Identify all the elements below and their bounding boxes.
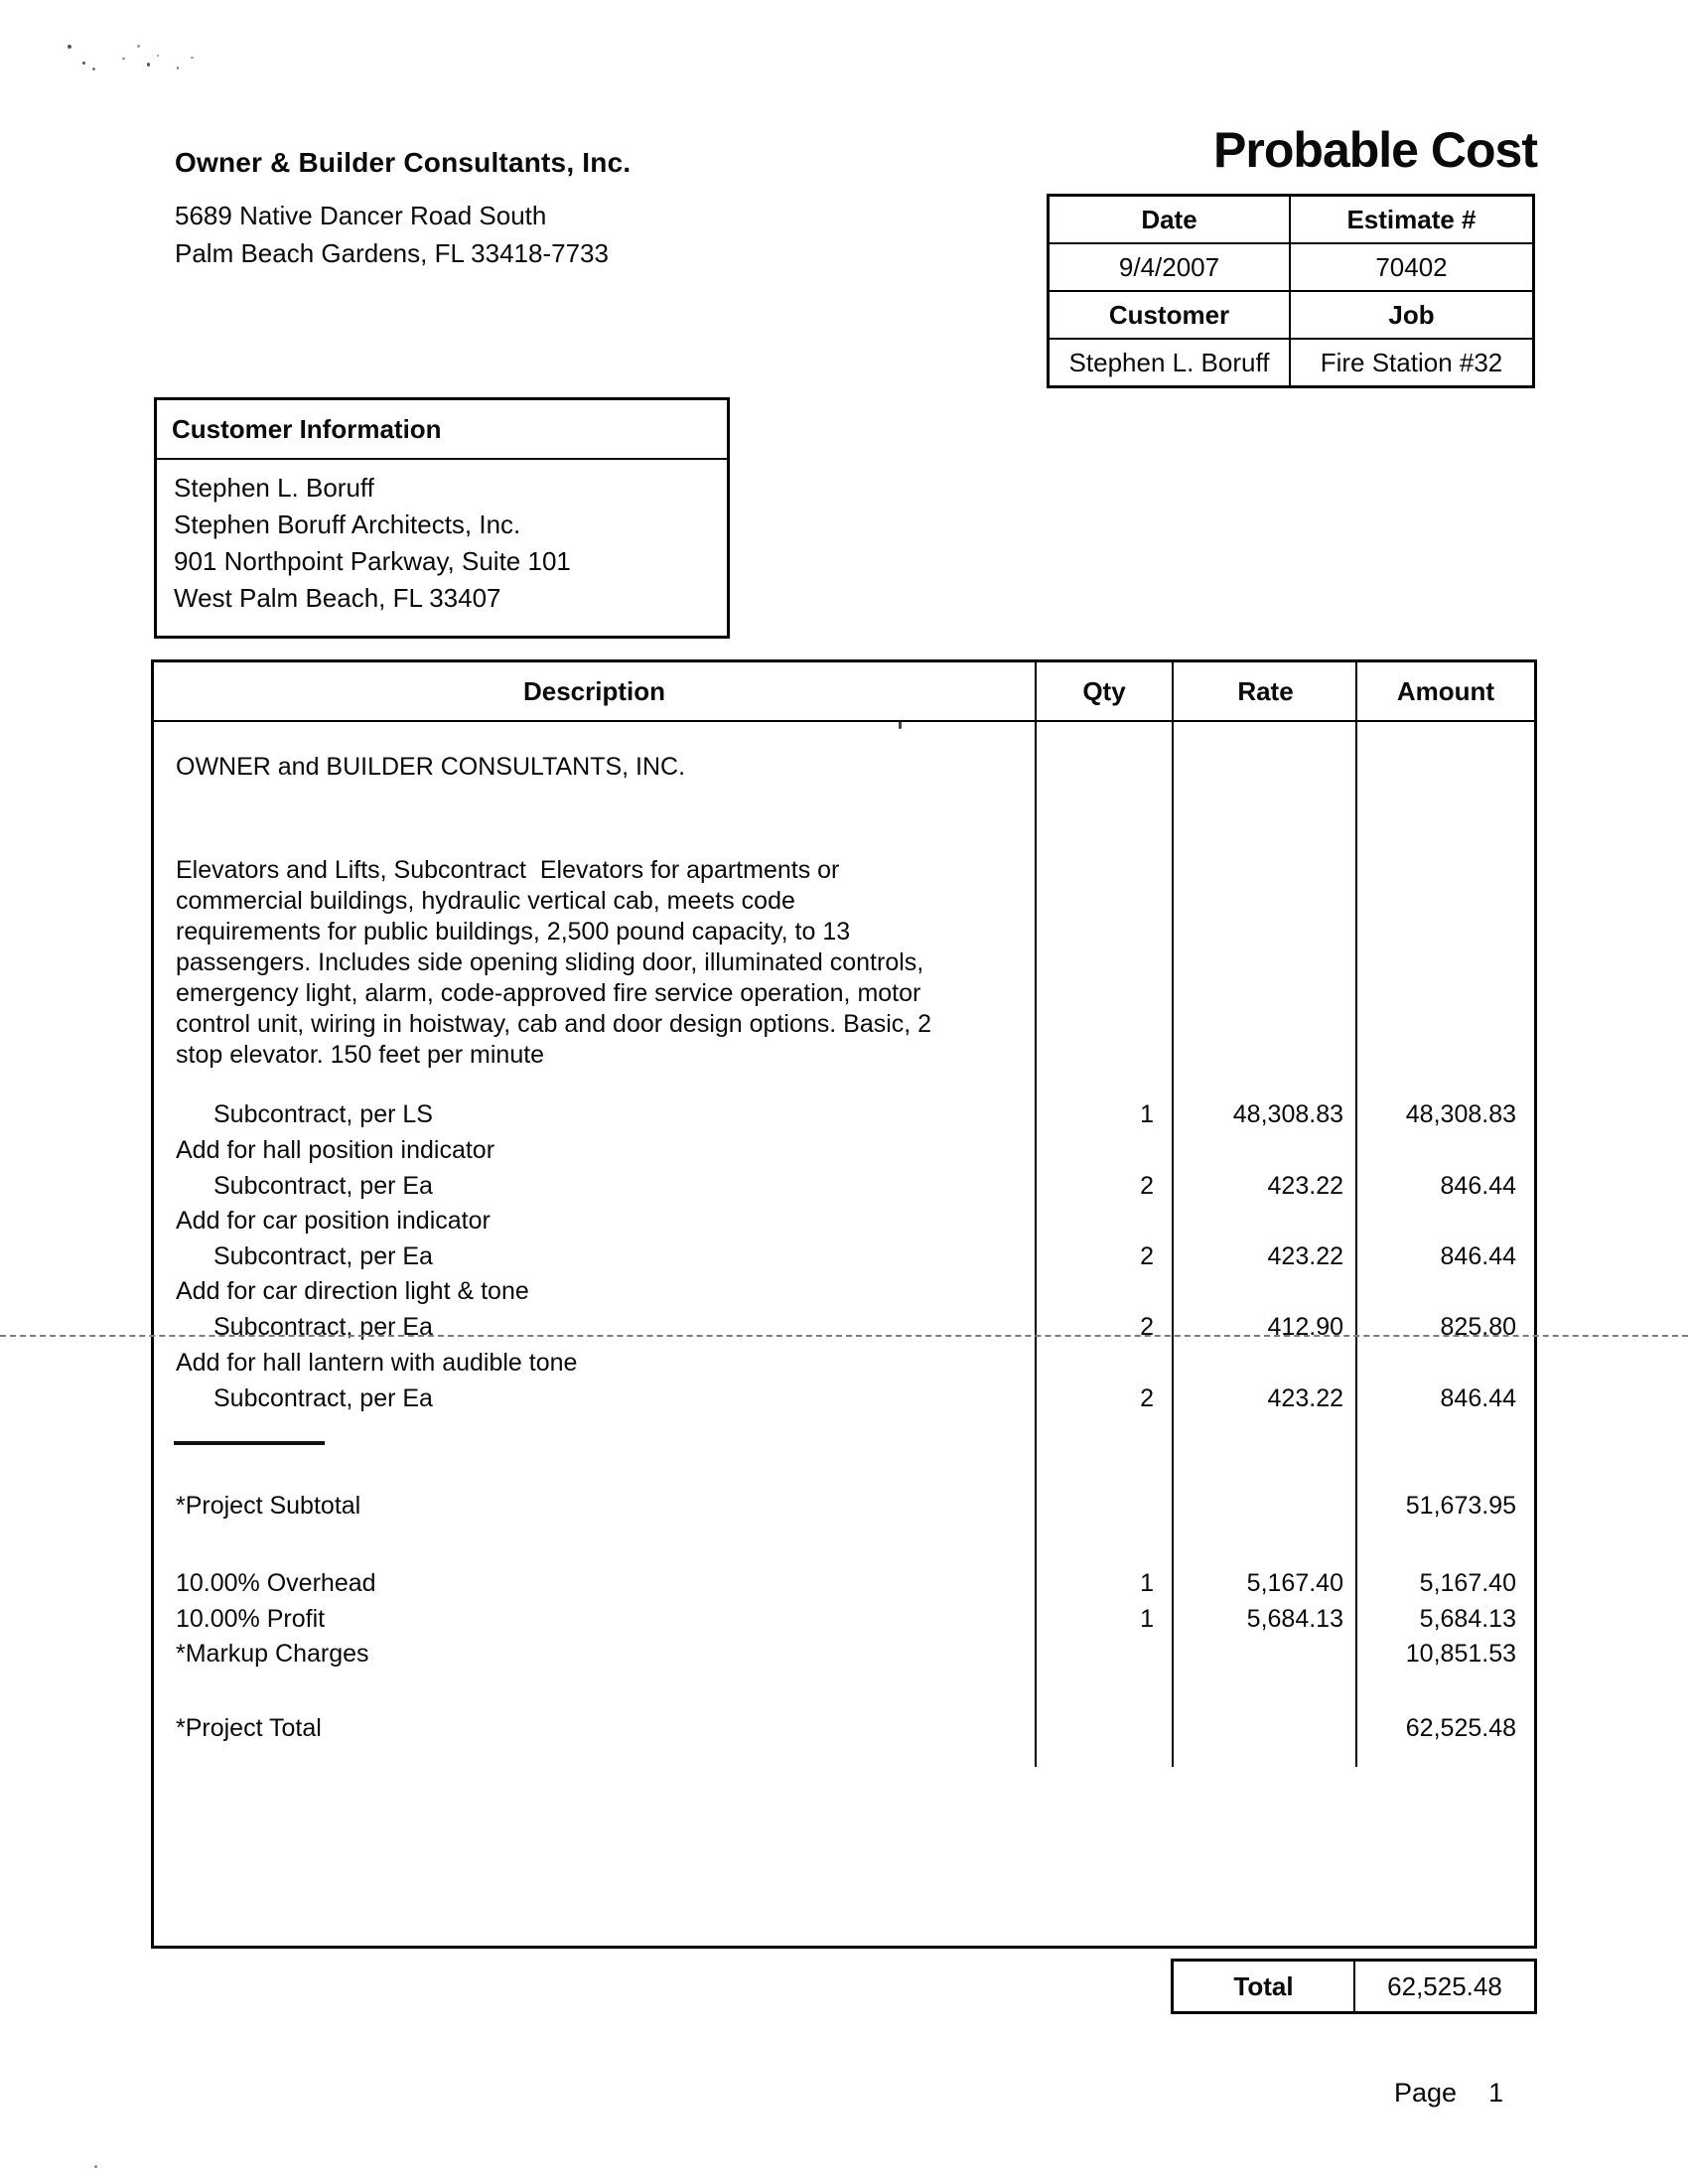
scan-speck [177, 67, 179, 70]
row-amount [1357, 1204, 1534, 1238]
row-amount: 48,308.83 [1405, 1100, 1516, 1128]
scan-speck [68, 45, 71, 49]
scan-speck [147, 63, 150, 67]
customer-information-lines [157, 460, 727, 617]
total-value: 62,525.48 [1387, 1970, 1502, 2001]
row-amount: 825.80 [1440, 1313, 1516, 1341]
customer-header-cell: Customer [1050, 292, 1291, 340]
row-rate: 48,308.83 [1232, 1100, 1343, 1128]
customer-information-box [154, 397, 730, 639]
row-amount: 5,684.13 [1419, 1605, 1516, 1633]
row-rate [1174, 1637, 1357, 1671]
row-rate: 423.22 [1267, 1172, 1343, 1200]
company-address-line2: Palm Beach Gardens, FL 33418-7733 [175, 238, 609, 268]
customer-value-cell: Stephen L. Boruff [1050, 340, 1291, 385]
table-row [154, 1169, 1534, 1203]
row-qty [1035, 1346, 1174, 1380]
table-row [154, 1346, 1534, 1380]
elevator-description-paragraph [176, 855, 931, 1071]
row-amount: 51,673.95 [1405, 1492, 1516, 1520]
row-description: Subcontract, per Ea [213, 1242, 433, 1270]
scan-speck [137, 45, 140, 48]
paragraph-line: passengers. Includes side opening sliding door, illuminated controls, [176, 948, 924, 976]
row-rate: 423.22 [1267, 1242, 1343, 1270]
row-rate [1174, 1489, 1357, 1523]
row-description: Subcontract, per Ea [213, 1384, 433, 1412]
row-amount: 62,525.48 [1405, 1714, 1516, 1742]
table-row [154, 1602, 1534, 1636]
scan-speck [92, 68, 95, 71]
row-description: Subcontract, per Ea [213, 1172, 433, 1200]
row-rate: 412.90 [1267, 1313, 1343, 1341]
page-number: 1 [1488, 2078, 1504, 2108]
paragraph-line: Elevators and Lifts, Subcontract Elevators for apartments or [176, 856, 840, 884]
grand-total-box [1171, 1959, 1537, 2014]
rate-column-header: Rate [1237, 675, 1294, 706]
paragraph-line: requirements for public buildings, 2,500 pound capacity, to 13 [176, 918, 851, 946]
estimate-number-header-cell: Estimate # [1291, 197, 1532, 244]
qty-column-header: Qty [1082, 675, 1126, 706]
customer-line: 901 Northpoint Parkway, Suite 101 [174, 546, 571, 576]
line-items-table [151, 659, 1537, 1949]
row-description: Add for hall lantern with audible tone [176, 1349, 578, 1377]
table-row [154, 1239, 1534, 1273]
row-amount: 5,167.40 [1419, 1569, 1516, 1597]
row-amount: 846.44 [1440, 1384, 1516, 1412]
company-address-line1: 5689 Native Dancer Road South [175, 201, 547, 230]
row-qty: 1 [1140, 1100, 1154, 1128]
customer-line: Stephen Boruff Architects, Inc. [174, 510, 521, 539]
row-qty: 2 [1140, 1384, 1154, 1412]
table-row [154, 1566, 1534, 1600]
page-label: Page [1394, 2078, 1458, 2108]
table-row [154, 1133, 1534, 1167]
row-rate [1174, 1346, 1357, 1380]
row-qty [1035, 1133, 1174, 1167]
estimate-info-table [1047, 194, 1535, 388]
row-rate [1174, 1133, 1357, 1167]
row-qty: 1 [1140, 1605, 1154, 1633]
description-column-header: Description [522, 675, 666, 706]
job-value-cell: Fire Station #32 [1320, 348, 1503, 377]
row-qty: 2 [1140, 1172, 1154, 1200]
row-description: 10.00% Overhead [176, 1569, 376, 1597]
row-description: *Markup Charges [176, 1640, 369, 1668]
customer-line: West Palm Beach, FL 33407 [174, 583, 501, 613]
table-row [154, 1382, 1534, 1415]
customer-information-header: Customer Information [157, 400, 727, 460]
row-amount: 10,851.53 [1405, 1640, 1516, 1668]
date-header-cell: Date [1050, 197, 1291, 244]
row-qty [1035, 1274, 1174, 1308]
scan-speck [157, 55, 159, 57]
row-amount [1357, 1274, 1534, 1308]
row-rate: 5,684.13 [1246, 1605, 1343, 1633]
row-rate [1174, 1711, 1357, 1745]
row-description: Add for car direction light & tone [176, 1277, 529, 1305]
estimate-number-value-cell: 70402 [1291, 244, 1532, 292]
row-qty [1035, 1204, 1174, 1238]
paragraph-line: emergency light, alarm, code-approved fire service operation, motor [176, 979, 921, 1007]
table-row [154, 1711, 1534, 1745]
job-header-cell: Job [1291, 292, 1532, 340]
intro-line: OWNER and BUILDER CONSULTANTS, INC. [176, 753, 686, 781]
row-qty [1035, 1489, 1174, 1523]
row-qty [1035, 1637, 1174, 1671]
table-row [154, 1097, 1534, 1131]
row-qty: 2 [1140, 1242, 1154, 1270]
row-rate: 5,167.40 [1246, 1569, 1343, 1597]
paragraph-line: commercial buildings, hydraulic vertical cab, meets code [176, 887, 795, 915]
document-title: Probable Cost [1213, 122, 1537, 178]
perforation-dashed-line [0, 1335, 1688, 1337]
table-row [154, 1489, 1534, 1523]
amount-column-header: Amount [1396, 675, 1495, 706]
customer-line: Stephen L. Boruff [174, 473, 374, 503]
row-description: *Project Subtotal [176, 1492, 361, 1520]
date-value-cell: 9/4/2007 [1050, 244, 1291, 292]
row-qty [1035, 1711, 1174, 1745]
table-row [154, 1274, 1534, 1308]
row-description: *Project Total [176, 1714, 322, 1742]
paragraph-line: stop elevator. 150 feet per minute [176, 1041, 545, 1069]
row-description: Add for car position indicator [176, 1207, 491, 1235]
row-description: Subcontract, per LS [213, 1100, 433, 1128]
row-rate [1174, 1204, 1357, 1238]
row-rate: 423.22 [1267, 1384, 1343, 1412]
section-divider-line [174, 1441, 325, 1445]
scan-speck [122, 58, 125, 60]
scan-speck [94, 2165, 97, 2168]
table-row [154, 1637, 1534, 1671]
paragraph-line: control unit, wiring in hoistway, cab and door design options. Basic, 2 [176, 1010, 932, 1038]
total-label: Total [1174, 1962, 1355, 2011]
items-table-header [154, 662, 1534, 722]
row-qty: 2 [1140, 1313, 1154, 1341]
row-amount: 846.44 [1440, 1242, 1516, 1270]
scan-speck [191, 57, 194, 59]
row-amount [1357, 1133, 1534, 1167]
row-description: 10.00% Profit [176, 1605, 326, 1633]
table-row [154, 1310, 1534, 1344]
row-rate [1174, 1274, 1357, 1308]
row-description: Add for hall position indicator [176, 1136, 495, 1164]
company-name: Owner & Builder Consultants, Inc. [175, 147, 632, 178]
row-description: Subcontract, per Ea [213, 1313, 433, 1341]
row-amount: 846.44 [1440, 1172, 1516, 1200]
row-amount [1357, 1346, 1534, 1380]
page-footer [1394, 2078, 1503, 2109]
table-row [154, 1204, 1534, 1238]
scan-speck [82, 62, 85, 65]
row-qty: 1 [1140, 1569, 1154, 1597]
